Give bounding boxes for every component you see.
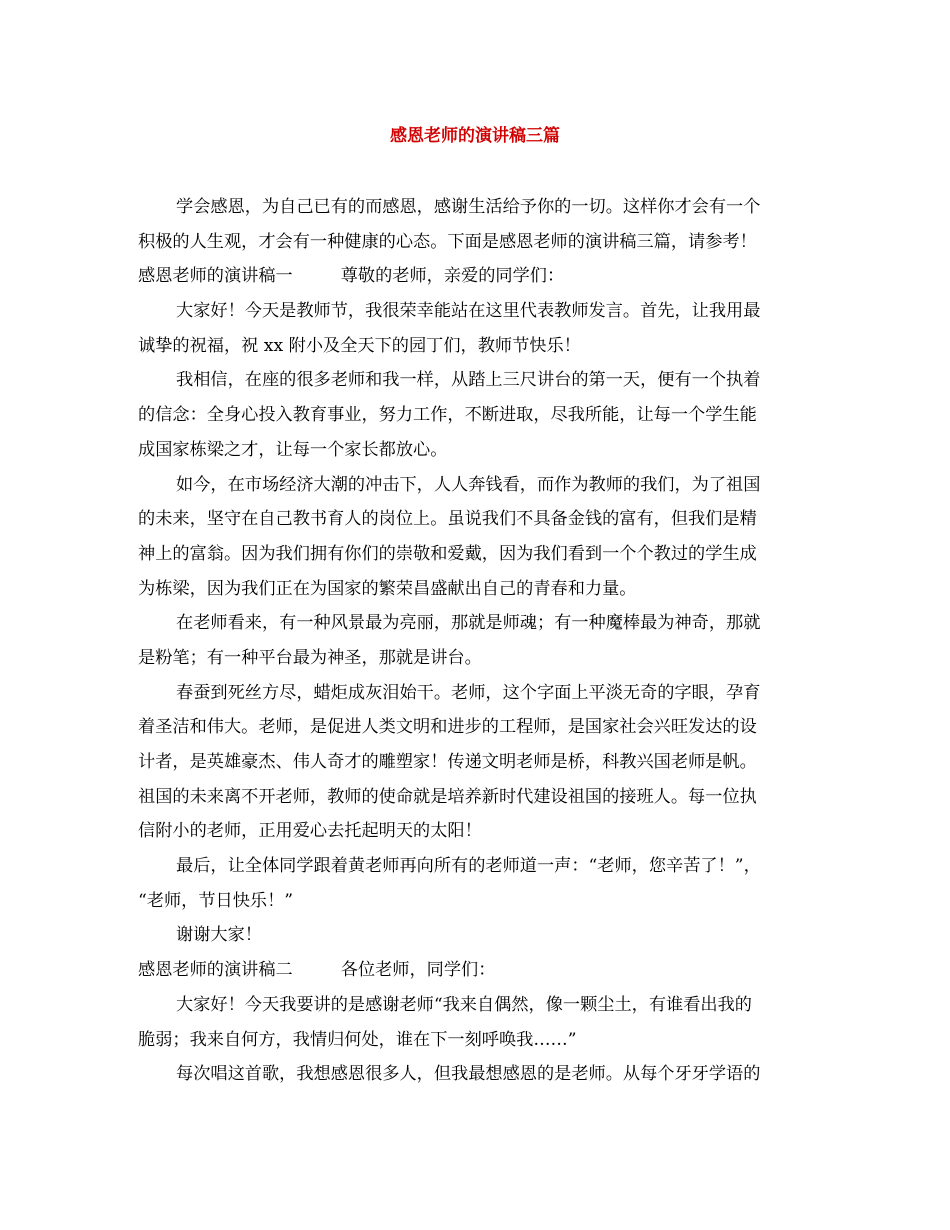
paragraph-line: 学会感恩，为自己已有的而感恩，感谢生活给予你的一切。这样你才会有一个 (176, 197, 761, 217)
paragraph-line: 最后，让全体同学跟着黄老师再向所有的老师道一声：“老师，您辛苦了！”， (176, 856, 761, 877)
section-heading: 感恩老师的演讲稿一 (138, 266, 293, 287)
paragraph-line: 谢谢大家！ (176, 925, 262, 946)
paragraph-line: 大家好！今天是教师节，我很荣幸能站在这里代表教师发言。首先，让我用最 (176, 301, 761, 322)
document-body (138, 190, 814, 1092)
paragraph-line: 为栋梁，因为我们正在为国家的繁荣昌盛献出自己的青春和力量。 (138, 578, 637, 599)
salutation: 尊敬的老师，亲爱的同学们： (340, 266, 565, 287)
paragraph-line: 诚挚的祝福，祝 xx 附小及全天下的园丁们，教师节快乐！ (138, 335, 581, 356)
paragraph-line: 积极的人生观，才会有一种健康的心态。下面是感恩老师的演讲稿三篇，请参考！ (138, 231, 757, 252)
paragraph-line: 信附小的老师，正用爱心去托起明天的太阳！ (138, 821, 482, 842)
paragraph-line: 的未来，坚守在自己教书育人的岗位上。虽说我们不具备金钱的富有，但我们是精 (138, 509, 757, 530)
paragraph-line: 的信念：全身心投入教育事业，努力工作，不断进取，尽我所能，让每一个学生能 (138, 405, 757, 426)
section-heading-row (138, 259, 814, 294)
paragraph-line: 在老师看来，有一种风景最为亮丽，那就是师魂；有一种魔棒最为神奇，那就 (176, 613, 761, 634)
paragraph-line: 成国家栋梁之才，让每一个家长都放心。 (138, 439, 448, 460)
paragraph-line: 脆弱；我来自何方，我情归何处，谁在下一刻呼唤我……” (138, 1029, 577, 1050)
paragraph-line: 是粉笔；有一种平台最为神圣，那就是讲台。 (138, 647, 482, 668)
section-heading-row (138, 953, 814, 988)
salutation: 各位老师，同学们： (340, 960, 496, 981)
paragraph-line: 我相信，在座的很多老师和我一样，从踏上三尺讲台的第一天，便有一个执着 (176, 370, 761, 391)
document-title: 感恩老师的演讲稿三篇 (390, 126, 560, 146)
paragraph-line: 大家好！今天我要讲的是感谢老师“我来自偶然，像一颗尘土，有谁看出我的 (176, 994, 752, 1015)
paragraph-line: 着圣洁和伟大。老师，是促进人类文明和进步的工程师，是国家社会兴旺发达的设 (138, 717, 757, 738)
paragraph-line: 祖国的未来离不开老师，教师的使命就是培养新时代建设祖国的接班人。每一位执 (138, 786, 757, 807)
paragraph-line: 春蚕到死丝方尽，蜡炬成灰泪始干。老师，这个字面上平淡无奇的字眼，孕育 (176, 682, 761, 703)
section-heading: 感恩老师的演讲稿二 (138, 960, 293, 981)
paragraph-line: “老师，节日快乐！” (138, 890, 294, 911)
paragraph-line: 每次唱这首歌，我想感恩很多人，但我最想感恩的是老师。从每个牙牙学语的 (176, 1064, 761, 1085)
paragraph-line: 如今，在市场经济大潮的冲击下，人人奔钱看，而作为教师的我们，为了祖国 (176, 474, 761, 495)
paragraph-line: 计者，是英雄豪杰、伟人奇才的雕塑家！传递文明老师是桥，科教兴国老师是帆。 (138, 752, 757, 772)
paragraph-line: 神上的富翁。因为我们拥有你们的崇敬和爱戴，因为我们看到一个个教过的学生成 (138, 543, 757, 564)
